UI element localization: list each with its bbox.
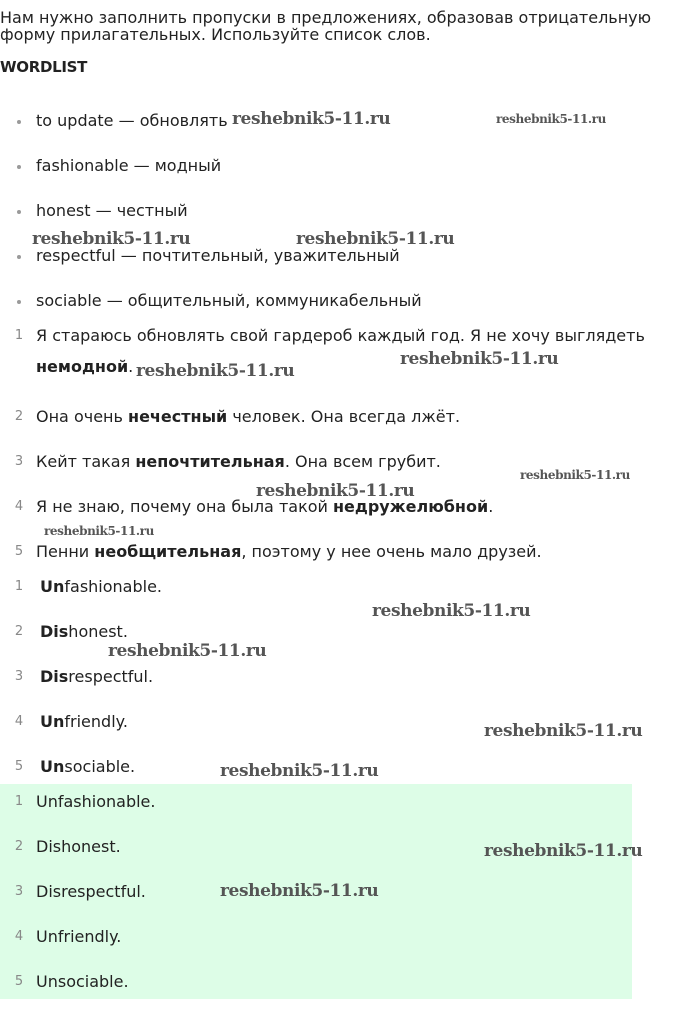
wordlist-item-text: fashionable — модный — [36, 156, 222, 175]
bullet-icon — [17, 165, 21, 169]
wordlist-heading: WORDLIST — [0, 58, 88, 76]
item-number: 2 — [14, 839, 24, 854]
watermark: reshebnik5-11.ru — [44, 524, 154, 538]
translation-text — [36, 450, 441, 474]
translation-tail: . — [128, 357, 134, 376]
wordlist-item-text: honest — честный — [36, 201, 188, 220]
item-number: 5 — [14, 759, 24, 774]
negative-adjective: немодной — [36, 357, 129, 376]
intro-cut-line — [0, 25, 680, 46]
prefix: Un — [40, 712, 65, 731]
watermark: reshebnik5-11.ru — [108, 641, 267, 661]
watermark: reshebnik5-11.ru — [496, 112, 606, 126]
translation-text: Я стараюсь обновлять свой гардероб каждый год. Я не хочу выглядеть — [36, 326, 645, 345]
bullet-icon — [17, 120, 21, 124]
word-stem: respectful. — [68, 667, 154, 686]
translation-text — [36, 405, 460, 429]
wordlist-item-text: to update — обновлять — [36, 111, 228, 130]
final-answer-text: Unfashionable. — [36, 792, 156, 811]
watermark: reshebnik5-11.ru — [296, 229, 455, 249]
word-stem: fashionable. — [64, 577, 163, 596]
translation-head: Кейт такая — [36, 452, 136, 471]
bullet-icon — [17, 300, 21, 304]
prefix-answer-text — [40, 575, 162, 599]
item-number: 4 — [14, 499, 24, 514]
watermark: reshebnik5-11.ru — [520, 468, 630, 482]
translation-head: Пенни — [36, 542, 95, 561]
word-stem: friendly. — [64, 712, 128, 731]
item-number: 1 — [14, 328, 24, 343]
negative-adjective: необщительная — [94, 542, 242, 561]
watermark: reshebnik5-11.ru — [232, 109, 391, 129]
prefix: Un — [40, 757, 65, 776]
watermark: reshebnik5-11.ru — [32, 229, 191, 249]
negative-adjective: нечестный — [128, 407, 228, 426]
item-number: 1 — [14, 579, 24, 594]
item-number: 3 — [14, 884, 24, 899]
item-number: 5 — [14, 544, 24, 559]
translation-tail: . Она всем грубит. — [284, 452, 441, 471]
bullet-icon — [17, 255, 21, 259]
prefix-answer-text — [40, 710, 128, 734]
negative-adjective: недружелюбной — [333, 497, 489, 516]
prefix-answer-text — [40, 755, 135, 779]
final-answer-text: Unsociable. — [36, 972, 129, 991]
watermark: reshebnik5-11.ru — [220, 761, 379, 781]
item-number: 3 — [14, 669, 24, 684]
watermark: reshebnik5-11.ru — [484, 841, 643, 861]
item-number: 3 — [14, 454, 24, 469]
wordlist-item-text: sociable — общительный, коммуникабельный — [36, 291, 422, 310]
prefix: Un — [40, 577, 65, 596]
word-stem: sociable. — [64, 757, 136, 776]
prefix-answer-text — [40, 665, 153, 689]
word-stem: honest. — [68, 622, 128, 641]
final-answer-text: Unfriendly. — [36, 927, 122, 946]
item-number: 2 — [14, 624, 24, 639]
prefix: Dis — [40, 622, 69, 641]
prefix: Dis — [40, 667, 69, 686]
watermark: reshebnik5-11.ru — [136, 361, 295, 381]
translation-head: Она очень — [36, 407, 129, 426]
translation-text — [36, 540, 542, 564]
intro-cut-text: форму прилагательных. Используйте список слов. — [0, 25, 431, 44]
translation-tail: человек. Она всегда лжёт. — [227, 407, 461, 426]
translation-head: Я не знаю, почему она была такой — [36, 497, 333, 516]
translation-tail: . — [488, 497, 494, 516]
item-number: 4 — [14, 714, 24, 729]
watermark: reshebnik5-11.ru — [400, 349, 559, 369]
final-answer-text: Disrespectful. — [36, 882, 146, 901]
translation-tail: , поэтому у нее очень мало друзей. — [241, 542, 542, 561]
final-answer-text: Dishonest. — [36, 837, 121, 856]
negative-adjective: непочтительная — [135, 452, 285, 471]
bullet-icon — [17, 210, 21, 214]
watermark: reshebnik5-11.ru — [372, 601, 531, 621]
watermark: reshebnik5-11.ru — [484, 721, 643, 741]
watermark: reshebnik5-11.ru — [256, 481, 415, 501]
intro-text: Нам нужно заполнить пропуски в предложениях, образовав отрицательную — [0, 8, 652, 27]
item-number: 5 — [14, 974, 24, 989]
item-number: 2 — [14, 409, 24, 424]
item-number: 4 — [14, 929, 24, 944]
translation-continuation — [36, 355, 133, 379]
item-number: 1 — [14, 794, 24, 809]
watermark: reshebnik5-11.ru — [220, 881, 379, 901]
wordlist-item-text: respectful — почтительный, уважительный — [36, 246, 400, 265]
